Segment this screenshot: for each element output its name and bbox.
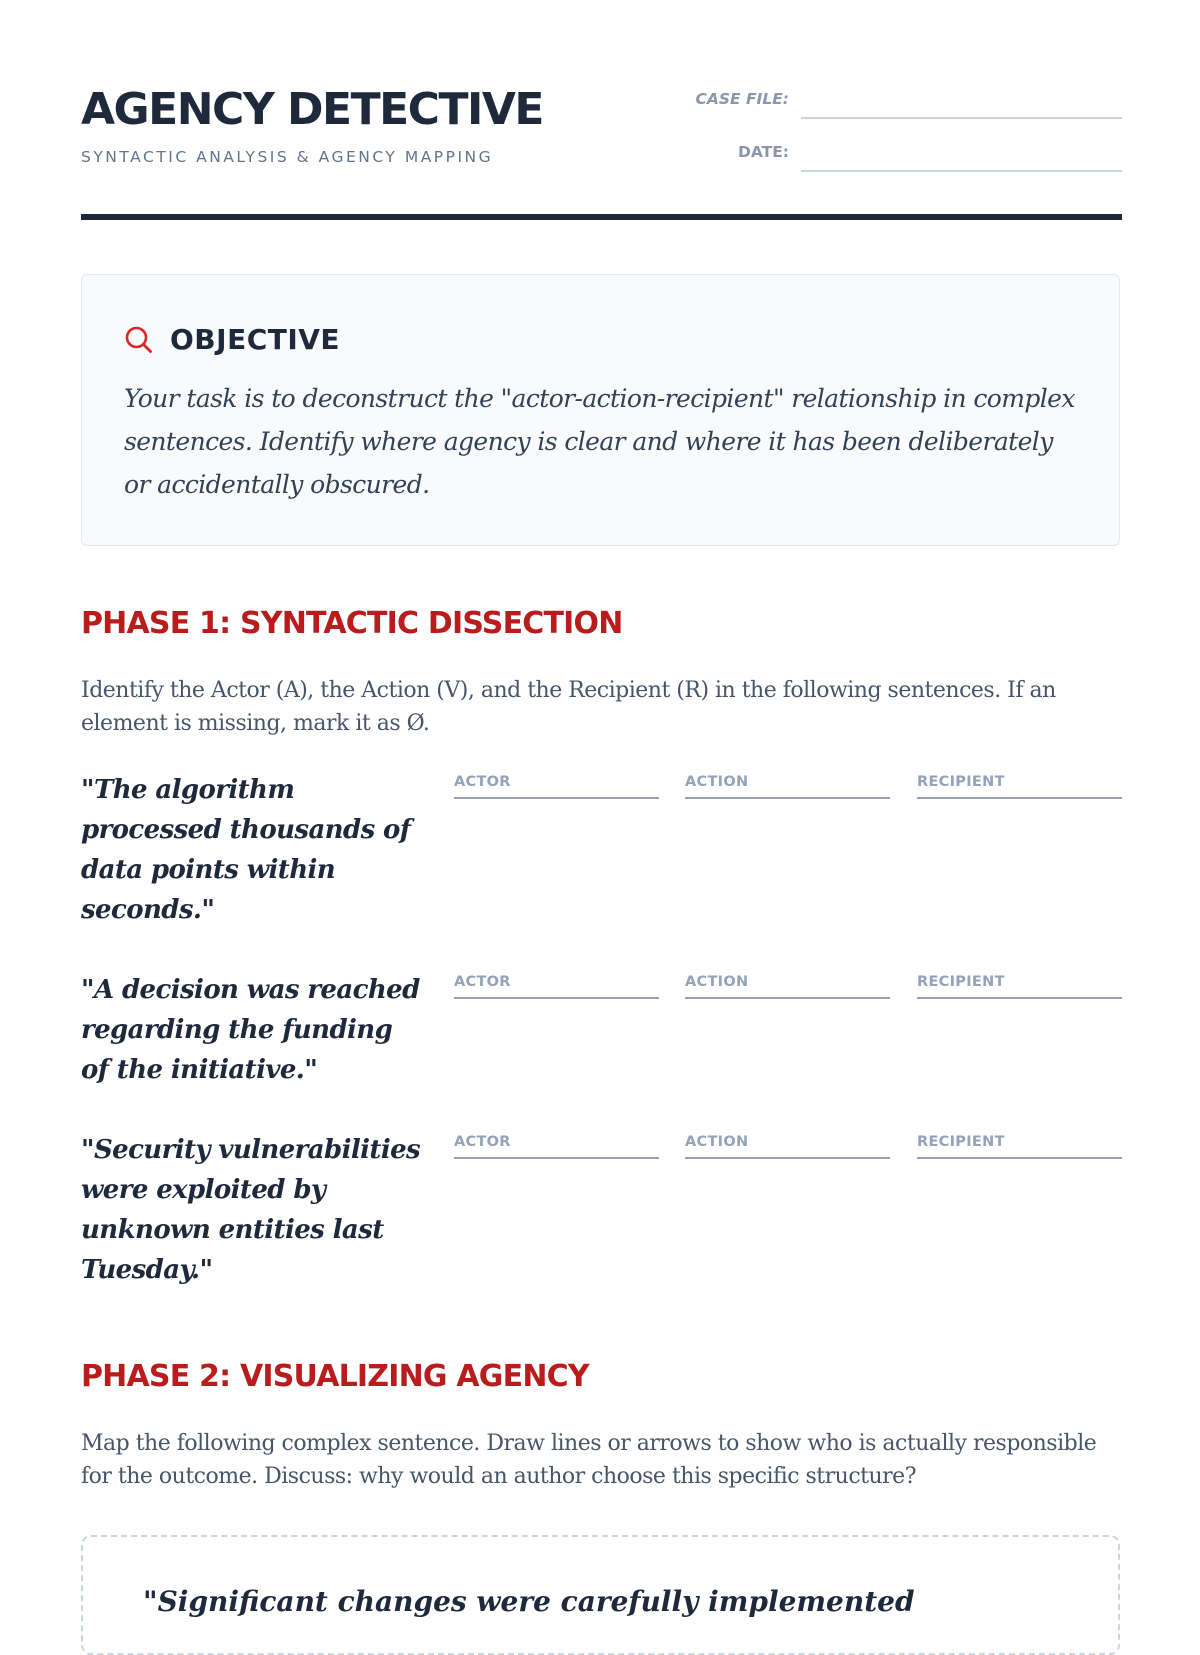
date-field[interactable]	[801, 170, 1122, 172]
phase2-title: PHASE 2: VISUALIZING AGENCY	[81, 1359, 589, 1394]
actor-label: ACTOR	[454, 774, 511, 790]
objective-box	[81, 274, 1120, 546]
actor-field-2[interactable]	[454, 969, 659, 999]
recipient-label: RECIPIENT	[917, 1134, 1005, 1150]
objective-text: Your task is to deconstruct the "actor-action-recipient" relationship in complex sentences. Identify where agency is clear and where it has been deliberately or accidentally obscured.	[124, 384, 1075, 499]
action-label: ACTION	[685, 1134, 749, 1150]
actor-label: ACTOR	[454, 974, 511, 990]
sentence-map-box[interactable]	[81, 1535, 1120, 1655]
sentence-1: "The algorithm processed thousands of data points within seconds."	[81, 775, 411, 925]
phase1-title: PHASE 1: SYNTACTIC DISSECTION	[81, 606, 623, 641]
case-file-label: CASE FILE:	[695, 90, 789, 108]
actor-label: ACTOR	[454, 1134, 511, 1150]
header-divider	[81, 214, 1122, 220]
page-subtitle: SYNTACTIC ANALYSIS & AGENCY MAPPING	[81, 148, 494, 166]
action-label: ACTION	[685, 774, 749, 790]
case-file-field[interactable]	[801, 117, 1122, 119]
action-label: ACTION	[685, 974, 749, 990]
phase2-instructions: Map the following complex sentence. Draw lines or arrows to show who is actually responsible for the outcome. Discuss: why would an author choose this specific structure?	[81, 1431, 1097, 1489]
page-title: AGENCY DETECTIVE	[81, 84, 543, 135]
worksheet-page	[81, 0, 1122, 1618]
action-field-2[interactable]	[685, 969, 890, 999]
actor-field-3[interactable]	[454, 1129, 659, 1159]
sentence-2: "A decision was reached regarding the funding of the initiative."	[81, 975, 420, 1085]
objective-title: OBJECTIVE	[170, 323, 341, 356]
date-label: DATE:	[737, 143, 789, 161]
recipient-field-1[interactable]	[917, 769, 1122, 799]
map-sentence: "Significant changes were carefully implemented	[143, 1585, 915, 1618]
action-field-3[interactable]	[685, 1129, 890, 1159]
recipient-label: RECIPIENT	[917, 974, 1005, 990]
recipient-label: RECIPIENT	[917, 774, 1005, 790]
recipient-field-2[interactable]	[917, 969, 1122, 999]
search-icon	[124, 325, 154, 355]
actor-field-1[interactable]	[454, 769, 659, 799]
action-field-1[interactable]	[685, 769, 890, 799]
sentence-3: "Security vulnerabilities were exploited by unknown entities last Tuesday."	[81, 1135, 421, 1285]
recipient-field-3[interactable]	[917, 1129, 1122, 1159]
phase1-instructions: Identify the Actor (A), the Action (V), and the Recipient (R) in the following sentences. If an element is missing, mark it as Ø.	[81, 678, 1056, 736]
